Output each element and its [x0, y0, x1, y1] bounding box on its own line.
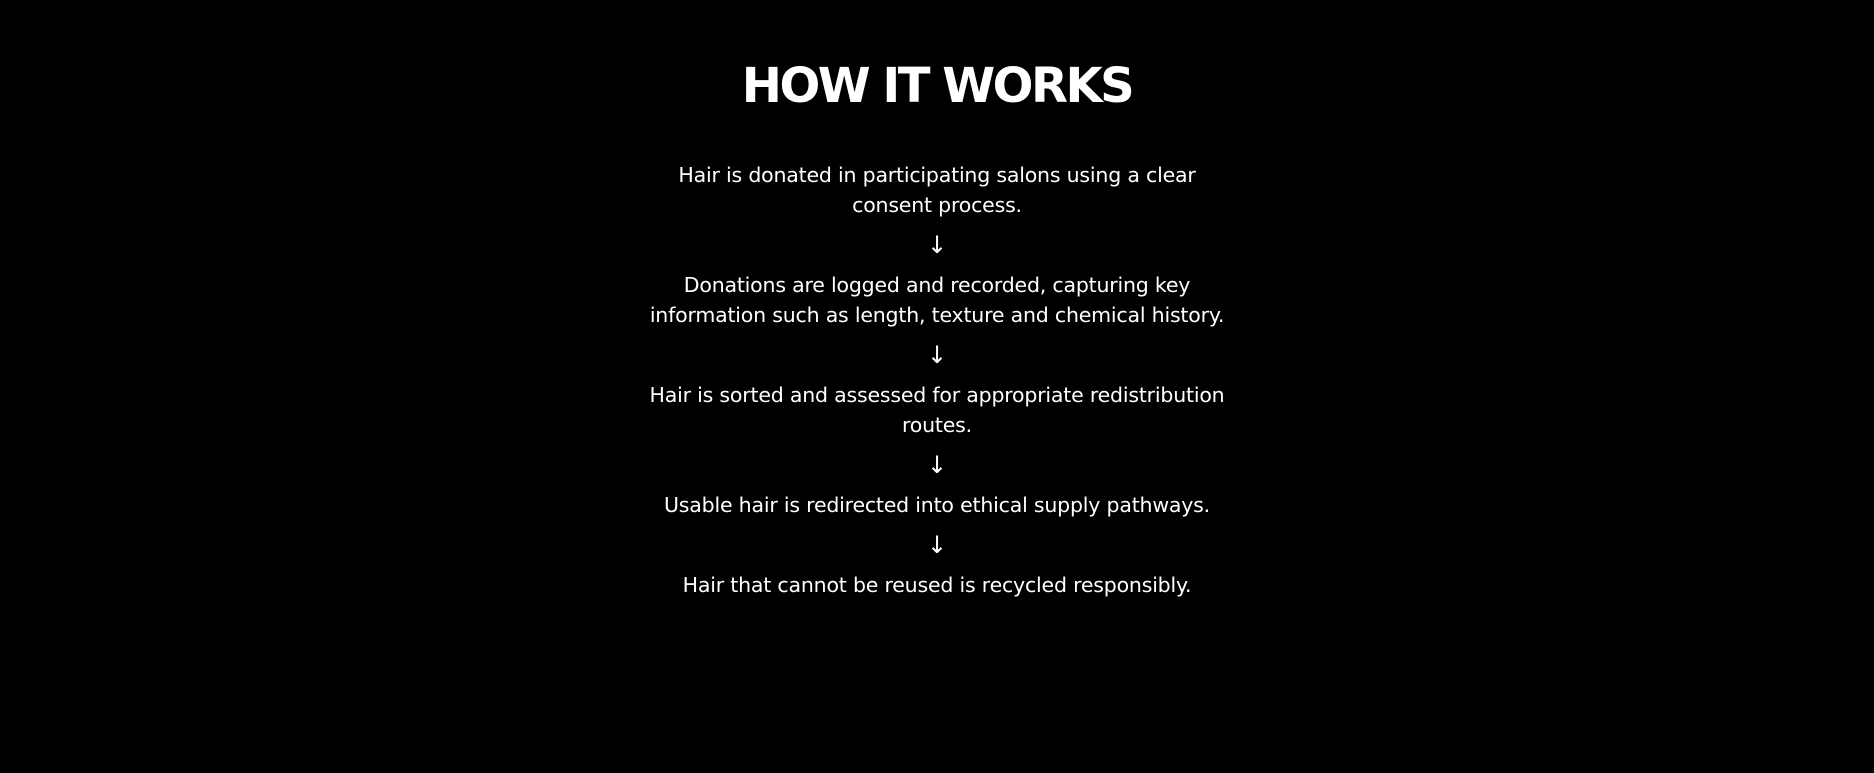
down-arrow-icon: ↓: [926, 341, 948, 369]
down-arrow-icon: ↓: [926, 531, 948, 559]
down-arrow-icon: ↓: [926, 451, 948, 479]
section-title: HOW IT WORKS: [741, 58, 1133, 114]
process-steps: [637, 160, 1237, 600]
step-5-text: Hair that cannot be reused is recycled responsibly.: [682, 573, 1192, 597]
down-arrow-icon: ↓: [926, 231, 948, 259]
step-4-text: Usable hair is redirected into ethical supply pathways.: [664, 493, 1210, 517]
step-2-text: Donations are logged and recorded, capturing key information such as length, texture and chemical history.: [649, 273, 1225, 327]
step-1-text: Hair is donated in participating salons using a clear consent process.: [678, 163, 1196, 217]
step-3-text: Hair is sorted and assessed for appropriate redistribution routes.: [649, 383, 1225, 437]
